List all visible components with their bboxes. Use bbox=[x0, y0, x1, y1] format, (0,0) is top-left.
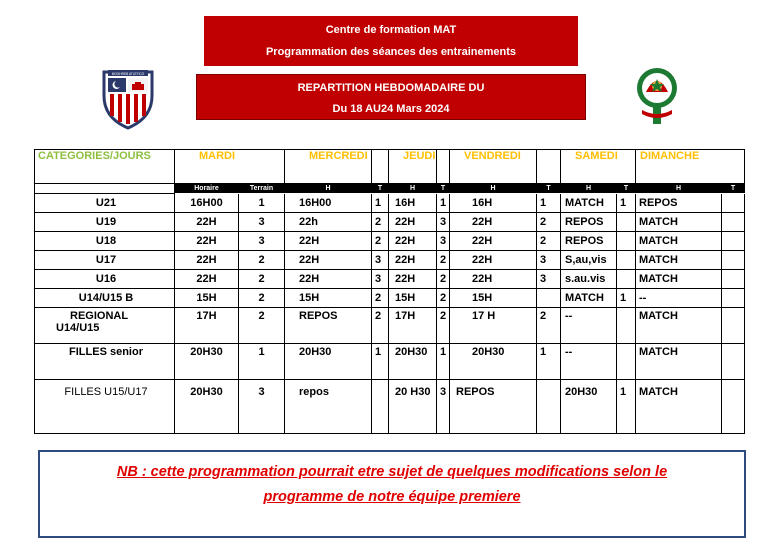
category-cell: U17 bbox=[35, 251, 175, 270]
schedule-cell: 2 bbox=[372, 213, 389, 232]
category-cell: U19 bbox=[35, 213, 175, 232]
schedule-cell: 3 bbox=[437, 232, 450, 251]
schedule-cell: 22H bbox=[285, 251, 372, 270]
table-row bbox=[35, 270, 745, 289]
schedule-cell: 2 bbox=[239, 270, 285, 289]
schedule-cell bbox=[722, 251, 745, 270]
schedule-cell: 2 bbox=[239, 251, 285, 270]
table-row bbox=[35, 380, 745, 434]
schedule-cell: REPOS bbox=[450, 380, 537, 434]
category-line: U14/U15 bbox=[56, 322, 100, 334]
table-row bbox=[35, 194, 745, 213]
schedule-cell: 15H bbox=[285, 289, 372, 308]
blank-cell bbox=[437, 150, 450, 184]
schedule-cell: 17H bbox=[175, 308, 239, 344]
schedule-cell: 3 bbox=[537, 251, 561, 270]
schedule-cell: 20H30 bbox=[561, 380, 617, 434]
schedule-cell: 1 bbox=[437, 344, 450, 380]
schedule-cell: 20 H30 bbox=[389, 380, 437, 434]
subheader-cell: T bbox=[722, 184, 745, 194]
schedule-cell: 2 bbox=[437, 251, 450, 270]
schedule-cell: 20H30 bbox=[175, 380, 239, 434]
schedule-cell: 22H bbox=[389, 232, 437, 251]
table-row bbox=[35, 289, 745, 308]
federation-emblem-icon bbox=[632, 66, 682, 128]
schedule-cell: MATCH bbox=[636, 380, 722, 434]
table-row bbox=[35, 308, 745, 344]
title-line-1: Centre de formation MAT bbox=[325, 24, 457, 36]
schedule-cell: 2 bbox=[372, 289, 389, 308]
schedule-cell: -- bbox=[636, 289, 722, 308]
schedule-cell: 3 bbox=[437, 213, 450, 232]
schedule-cell: 1 bbox=[617, 194, 636, 213]
day-header-vendredi: VENDREDI bbox=[450, 150, 537, 184]
schedule-cell: 20H30 bbox=[389, 344, 437, 380]
schedule-cell: 15H bbox=[450, 289, 537, 308]
schedule-cell bbox=[617, 344, 636, 380]
schedule-cell bbox=[722, 213, 745, 232]
table-row bbox=[35, 213, 745, 232]
table-row bbox=[35, 232, 745, 251]
schedule-cell bbox=[722, 380, 745, 434]
schedule-cell: 2 bbox=[437, 308, 450, 344]
schedule-cell: REPOS bbox=[636, 194, 722, 213]
schedule-cell bbox=[372, 380, 389, 434]
schedule-cell bbox=[617, 232, 636, 251]
schedule-cell: 22H bbox=[175, 213, 239, 232]
subheader-cell: T bbox=[372, 184, 389, 194]
schedule-cell: 16H00 bbox=[175, 194, 239, 213]
schedule-cell: 15H bbox=[175, 289, 239, 308]
schedule-cell: 2 bbox=[372, 232, 389, 251]
day-header-samedi: SAMEDI bbox=[561, 150, 636, 184]
period-line-2: Du 18 AU24 Mars 2024 bbox=[332, 103, 450, 115]
schedule-cell: MATCH bbox=[636, 344, 722, 380]
title-line-2: Programmation des séances des entrainements bbox=[265, 46, 517, 58]
schedule-cell: 22H bbox=[450, 251, 537, 270]
schedule-cell: 15H bbox=[389, 289, 437, 308]
schedule-cell: 22H bbox=[389, 213, 437, 232]
schedule-table bbox=[34, 149, 745, 434]
schedule-cell: MATCH bbox=[636, 270, 722, 289]
note-box bbox=[38, 450, 746, 538]
subheader-cell: T bbox=[437, 184, 450, 194]
schedule-cell bbox=[617, 308, 636, 344]
schedule-cell: 22H bbox=[450, 232, 537, 251]
schedule-cell: 22h bbox=[285, 213, 372, 232]
subheader-cell: H bbox=[389, 184, 437, 194]
blank-cell bbox=[372, 150, 389, 184]
schedule-cell: 3 bbox=[239, 213, 285, 232]
schedule-cell bbox=[722, 289, 745, 308]
schedule-cell: 1 bbox=[617, 289, 636, 308]
schedule-cell: 1 bbox=[372, 194, 389, 213]
schedule-cell: 22H bbox=[450, 213, 537, 232]
schedule-cell: MATCH bbox=[636, 251, 722, 270]
category-cell bbox=[35, 308, 175, 344]
schedule-cell: 22H bbox=[389, 251, 437, 270]
club-crest-text: MOGHREB ATLETICO bbox=[111, 72, 145, 76]
category-cell: U16 bbox=[35, 270, 175, 289]
schedule-cell: 1 bbox=[617, 380, 636, 434]
note-line-2: programme de notre équipe premiere bbox=[263, 489, 521, 505]
schedule-cell bbox=[537, 380, 561, 434]
schedule-cell bbox=[722, 344, 745, 380]
schedule-cell: MATCH bbox=[636, 308, 722, 344]
schedule-cell: 3 bbox=[239, 232, 285, 251]
schedule-cell: 20H30 bbox=[175, 344, 239, 380]
subheader-cell: H bbox=[561, 184, 617, 194]
schedule-cell: 22H bbox=[175, 232, 239, 251]
blank-cell bbox=[35, 184, 175, 194]
subheader-cell: T bbox=[617, 184, 636, 194]
schedule-cell: 2 bbox=[239, 289, 285, 308]
schedule-cell bbox=[617, 251, 636, 270]
club-crest-icon bbox=[100, 66, 156, 130]
schedule-cell: 1 bbox=[372, 344, 389, 380]
category-cell: U14/U15 B bbox=[35, 289, 175, 308]
schedule-cell: 20H30 bbox=[285, 344, 372, 380]
category-cell: U21 bbox=[35, 194, 175, 213]
schedule-cell: MATCH bbox=[561, 289, 617, 308]
schedule-cell: -- bbox=[561, 344, 617, 380]
schedule-cell: 17H bbox=[389, 308, 437, 344]
schedule-cell: 1 bbox=[239, 344, 285, 380]
schedule-cell: 16H bbox=[450, 194, 537, 213]
day-header-mardi: MARDI bbox=[175, 150, 285, 184]
schedule-cell: 2 bbox=[239, 308, 285, 344]
schedule-cell bbox=[722, 308, 745, 344]
category-cell: U18 bbox=[35, 232, 175, 251]
table-row bbox=[35, 344, 745, 380]
subheader-row bbox=[35, 184, 745, 194]
subheader-cell: H bbox=[285, 184, 372, 194]
category-cell: FILLES senior bbox=[35, 344, 175, 380]
schedule-cell: 2 bbox=[537, 308, 561, 344]
schedule-cell: 16H bbox=[389, 194, 437, 213]
schedule-cell: 1 bbox=[537, 344, 561, 380]
title-banner bbox=[204, 16, 578, 66]
schedule-cell: 3 bbox=[537, 270, 561, 289]
schedule-cell: 1 bbox=[537, 194, 561, 213]
schedule-cell: 1 bbox=[437, 194, 450, 213]
period-banner bbox=[196, 74, 586, 120]
schedule-cell bbox=[617, 213, 636, 232]
schedule-cell: s.au.vis bbox=[561, 270, 617, 289]
schedule-cell bbox=[722, 270, 745, 289]
schedule-cell: REPOS bbox=[561, 213, 617, 232]
schedule-cell: 17 H bbox=[450, 308, 537, 344]
schedule-cell: REPOS bbox=[285, 308, 372, 344]
note-line-1: NB : cette programmation pourrait etre sujet de quelques modifications selon le bbox=[116, 464, 668, 480]
subheader-cell: H bbox=[636, 184, 722, 194]
schedule-cell: 3 bbox=[239, 380, 285, 434]
schedule-cell: 22H bbox=[175, 270, 239, 289]
schedule-cell: MATCH bbox=[561, 194, 617, 213]
table-row bbox=[35, 251, 745, 270]
schedule-cell bbox=[537, 289, 561, 308]
schedule-cell: 2 bbox=[437, 289, 450, 308]
category-line: REGIONAL bbox=[70, 310, 129, 322]
schedule-cell: 22H bbox=[175, 251, 239, 270]
schedule-cell bbox=[722, 194, 745, 213]
schedule-cell: S,au,vis bbox=[561, 251, 617, 270]
schedule-cell: 3 bbox=[372, 270, 389, 289]
schedule-cell: -- bbox=[561, 308, 617, 344]
schedule-cell: 1 bbox=[239, 194, 285, 213]
schedule-cell: 22H bbox=[389, 270, 437, 289]
schedule-cell bbox=[617, 270, 636, 289]
subheader-cell: Horaire bbox=[175, 184, 239, 194]
schedule-cell: 2 bbox=[537, 213, 561, 232]
schedule-cell: 22H bbox=[285, 232, 372, 251]
period-line-1: REPARTITION HEBDOMADAIRE DU bbox=[297, 82, 485, 94]
schedule-cell: MATCH bbox=[636, 232, 722, 251]
subheader-cell: Terrain bbox=[239, 184, 285, 194]
schedule-cell: 2 bbox=[537, 232, 561, 251]
day-header-dimanche: DIMANCHE bbox=[636, 150, 745, 184]
schedule-cell: 3 bbox=[372, 251, 389, 270]
schedule-cell: 22H bbox=[450, 270, 537, 289]
categories-header: CATEGORIES/JOURS bbox=[35, 150, 175, 184]
schedule-cell: repos bbox=[285, 380, 372, 434]
schedule-cell: 2 bbox=[437, 270, 450, 289]
category-cell: FILLES U15/U17 bbox=[35, 380, 175, 434]
blank-cell bbox=[537, 150, 561, 184]
schedule-cell: 2 bbox=[372, 308, 389, 344]
schedule-cell: 3 bbox=[437, 380, 450, 434]
schedule-cell: 22H bbox=[285, 270, 372, 289]
day-header-mercredi: MERCREDI bbox=[285, 150, 372, 184]
day-header-jeudi: JEUDI bbox=[389, 150, 437, 184]
subheader-cell: H bbox=[450, 184, 537, 194]
subheader-cell: T bbox=[537, 184, 561, 194]
schedule-cell: 16H00 bbox=[285, 194, 372, 213]
day-header-row bbox=[35, 150, 745, 184]
schedule-cell bbox=[722, 232, 745, 251]
schedule-cell: MATCH bbox=[636, 213, 722, 232]
schedule-cell: 20H30 bbox=[450, 344, 537, 380]
schedule-cell: REPOS bbox=[561, 232, 617, 251]
